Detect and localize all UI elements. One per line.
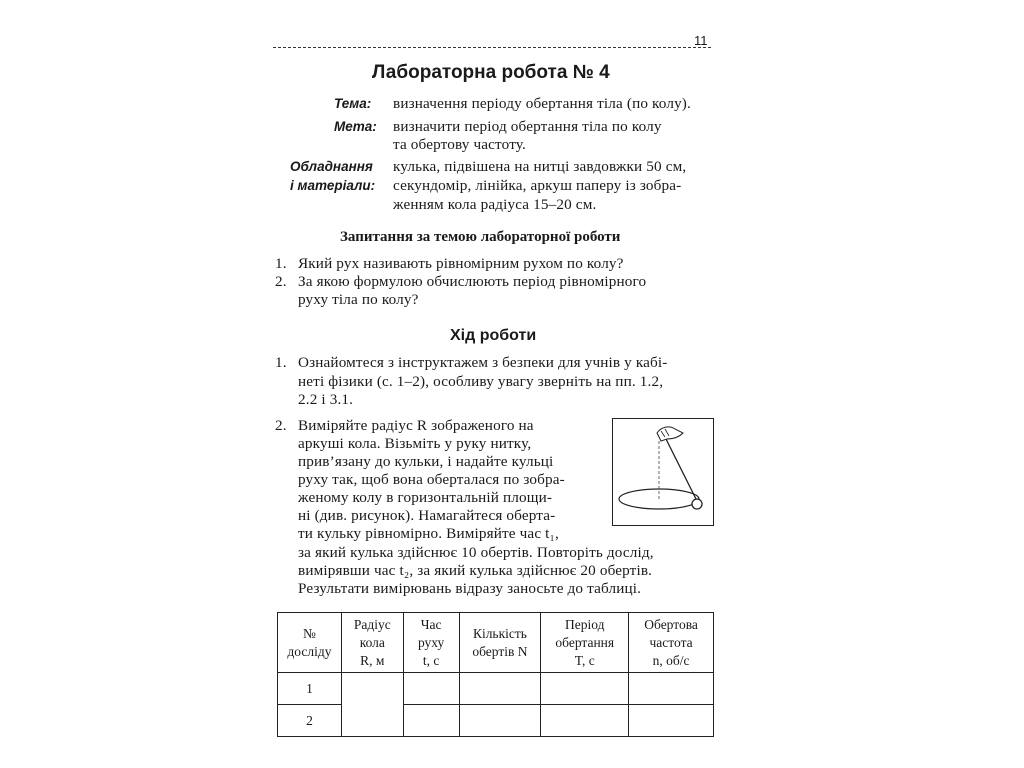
goal-text: та обертову частоту. [393, 136, 526, 153]
period-cell [541, 705, 629, 737]
time-cell [403, 705, 459, 737]
header-cell-frequency [629, 613, 714, 673]
row-number-cell: 2 [278, 705, 342, 737]
header-cell-revolutions [459, 613, 541, 673]
header-line: Обертова [644, 616, 698, 632]
step-text: ти кульку рівномірно. Виміряйте час t₁, [298, 525, 559, 542]
pendulum-figure [612, 418, 714, 526]
step-text: Виміряйте радіус R зображеного на [298, 417, 534, 434]
equipment-text: женням кола радіуса 15–20 см. [393, 196, 597, 213]
header-line: Період [565, 616, 605, 632]
equipment-text: кулька, підвішена на нитці завдовжки 50 см, [393, 158, 687, 175]
row-number-cell: 1 [278, 673, 342, 705]
header-line: № [302, 625, 316, 641]
frequency-cell [629, 705, 714, 737]
step-text: Результати вимірювань відразу заносьте до таблиці. [298, 580, 642, 597]
header-cell-period [541, 613, 629, 673]
step-text: за який кулька здійснює 10 обертів. Повторіть дослід, [298, 544, 654, 561]
header-line: R, м [360, 652, 385, 668]
step-text: Ознайомтеся з інструктажем з безпеки для учнів у кабі- [298, 354, 668, 371]
table-header-row [278, 613, 714, 673]
step-text: 2.2 і 3.1. [298, 391, 354, 408]
step-text: аркуші кола. Візьміть у руку нитку, [298, 435, 532, 452]
header-line: Кількість [472, 625, 527, 641]
step-number: 2. [275, 417, 287, 434]
header-line: обертання [555, 634, 615, 650]
page-title: Лабораторна робота № 4 [372, 62, 610, 83]
question-number: 2. [275, 273, 287, 290]
question-text: руху тіла по колу? [298, 291, 419, 308]
header-line: кола [359, 634, 385, 650]
equipment-text: секундомір, лінійка, аркуш паперу із зобра- [393, 177, 682, 194]
frequency-cell [629, 673, 714, 705]
procedure-heading: Хід роботи [450, 327, 537, 344]
question-text: За якою формулою обчислюють період рівномірного [298, 273, 647, 290]
topic-text: визначення періоду обертання тіла (по колу). [393, 95, 691, 112]
conical-pendulum-illustration [613, 419, 713, 525]
period-cell [541, 673, 629, 705]
header-cell-experiment-number [278, 613, 342, 673]
question-text: Який рух називають рівномірним рухом по колу? [298, 255, 624, 272]
header-line: T, с [574, 652, 595, 668]
topic-label: Тема: [334, 96, 372, 111]
questions-heading: Запитання за темою лабораторної роботи [340, 229, 621, 245]
goal-label: Мета: [334, 119, 377, 134]
header-line: Час [420, 616, 442, 632]
equipment-label: і матеріали: [290, 178, 376, 193]
equipment-label: Обладнання [290, 159, 373, 174]
radius-cell [341, 673, 403, 737]
header-line: руху [417, 634, 445, 650]
step-text: прив’язану до кульки, і надайте кульці [298, 453, 554, 470]
header-cell-radius [341, 613, 403, 673]
header-line: досліду [287, 643, 332, 659]
revolutions-cell [459, 705, 541, 737]
header-line: t, с [422, 652, 440, 668]
header-rule [273, 47, 711, 48]
page-number: 11 [694, 33, 708, 48]
header-line: обертів N [472, 643, 528, 659]
step-text: женому колу в горизонтальній площи- [298, 489, 553, 506]
header-cell-time [403, 613, 459, 673]
time-cell [403, 673, 459, 705]
step-text: ні (див. рисунок). Намагайтеся оберта- [298, 507, 556, 524]
step-number: 1. [275, 354, 287, 371]
step-text: неті фізики (с. 1–2), особливу увагу зверніть на пп. 1.2, [298, 373, 664, 390]
table-row [278, 673, 714, 705]
revolutions-cell [459, 673, 541, 705]
step-text: руху так, щоб вона оберталася по зобра- [298, 471, 565, 488]
header-line: Радіус [353, 616, 391, 632]
header-line: частота [649, 634, 693, 650]
goal-text: визначити період обертання тіла по колу [393, 118, 662, 135]
header-line: n, об/с [652, 652, 690, 668]
step-text: вимірявши час t₂, за який кулька здійснює 20 обертів. [298, 562, 653, 579]
question-number: 1. [275, 255, 287, 272]
results-table [277, 612, 714, 737]
